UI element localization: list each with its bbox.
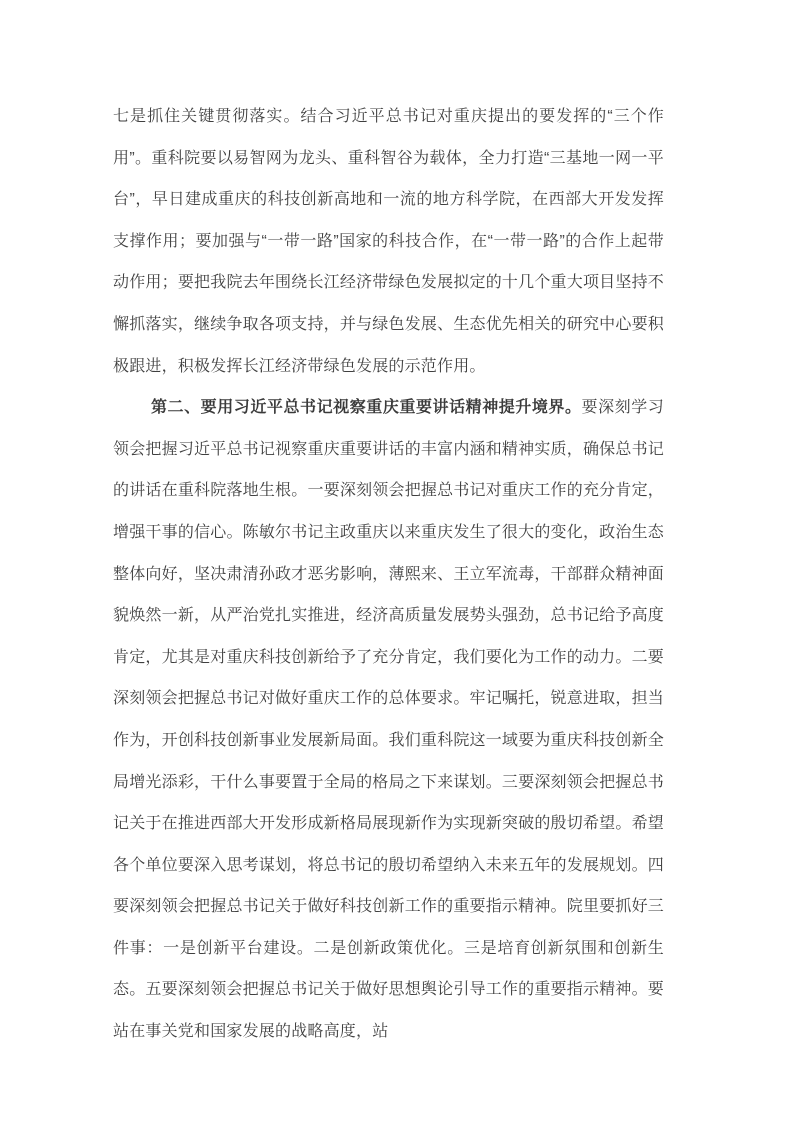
document-text-block [113, 96, 664, 1053]
paragraph-continued-text: 七是抓住关键贯彻落实。结合习近平总书记对重庆提出的要发挥的“三个作用”。重科院要以易智网为龙头、重科智谷为载体，全力打造“三基地一网一平台”，早日建成重庆的科技创新高地和一流的地方科学院，在西部大开发发挥支撑作用；要加强与“一带一路”国家的科技合作，在“一带一路”的合作上起带动作用；要把我院去年围绕长江经济带绿色发展拟定的十几个重大项目坚持不懈抓落实，继续争取各项支持，并与绿色发展、生态优先相关的研究中心要积极跟进，积极发挥长江经济带绿色发展的示范作用。 [113, 108, 664, 375]
paragraph-second-point [113, 387, 664, 1053]
paragraph-second-point-body: 要深刻学习领会把握习近平总书记视察重庆重要讲话的丰富内涵和精神实质，确保总书记的讲话在重科院落地生根。一要深刻领会把握总书记对重庆工作的充分肯定，增强干事的信心。陈敏尔书记主政重庆以来重庆发生了很大的变化，政治生态整体向好，坚决肃清孙政才恶劣影响，薄熙来、王立军流毒，干部群众精神面貌焕然一新，从严治党扎实推进，经济高质量发展势头强劲，总书记给予高度肯定，尤其是对重庆科技创新给予了充分肯定，我们要化为工作的动力。二要深刻领会把握总书记对做好重庆工作的总体要求。牢记嘱托，锐意进取，担当作为，开创科技创新事业发展新局面。我们重科院这一域要为重庆科技创新全局增光添彩，干什么事要置于全局的格局之下来谋划。三要深刻领会把握总书记关于在推进西部大开发形成新格局展现新作为实现新突破的殷切希望。希望各个单位要深入思考谋划，将总书记的殷切希望纳入未来五年的发展规划。四要深刻领会把握总书记关于做好科技创新工作的重要指示精神。院里要抓好三件事：一是创新平台建设。二是创新政策优化。三是培育创新氛围和创新生态。五要深刻领会把握总书记关于做好思想舆论引导工作的重要指示精神。要站在事关党和国家发展的战略高度，站 [113, 399, 664, 1041]
paragraph-second-point-heading: 第二、要用习近平总书记视察重庆重要讲话精神提升境界。 [151, 399, 582, 417]
paragraph-continued [113, 96, 664, 387]
